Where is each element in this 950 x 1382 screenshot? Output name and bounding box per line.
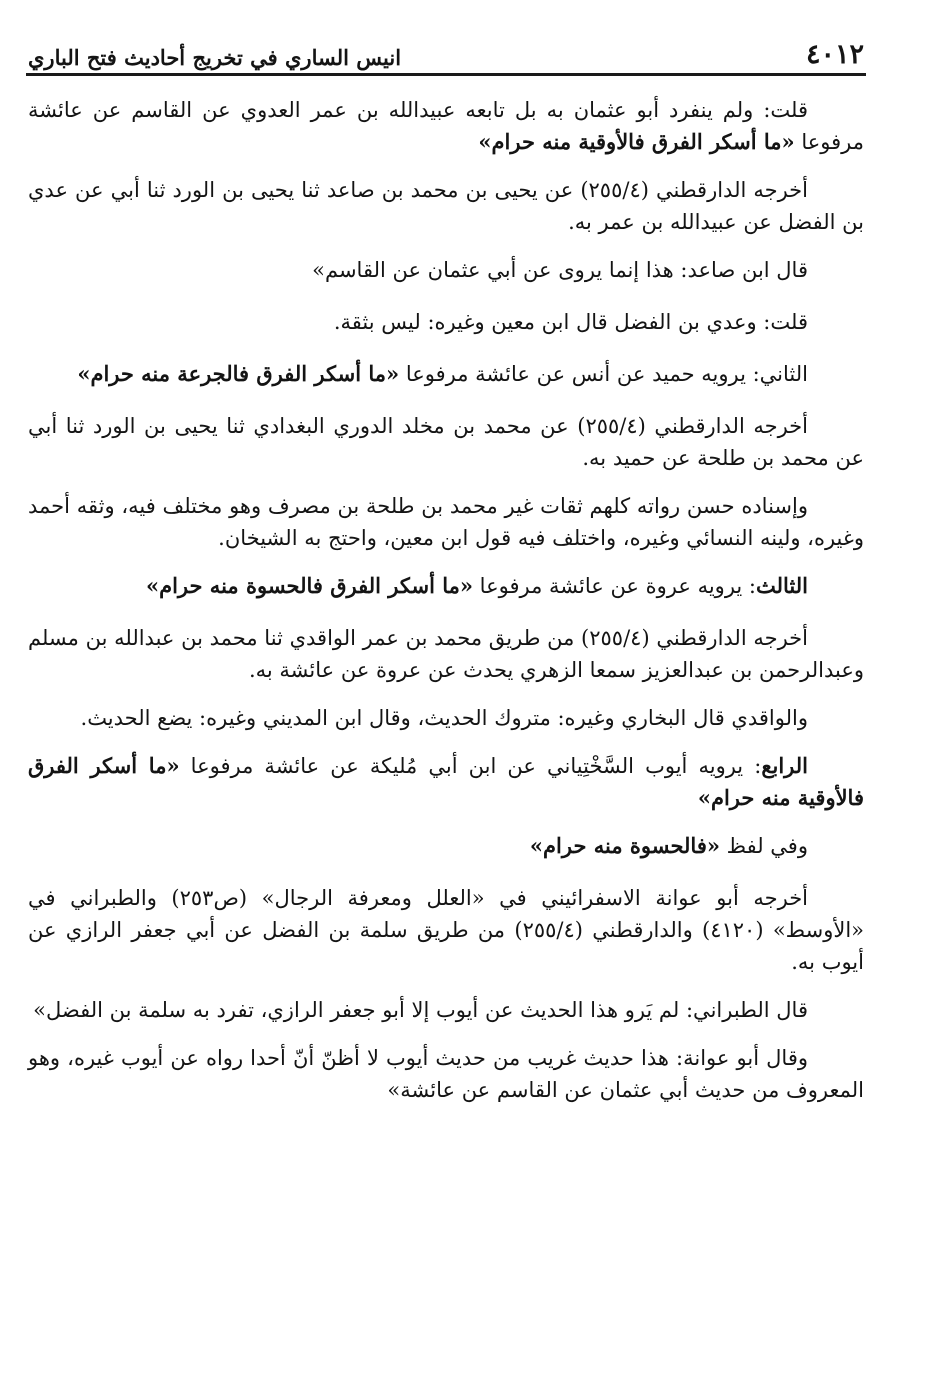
paragraph: وإسناده حسن رواته كلهم ثقات غير محمد بن طلحة بن مصرف وهو مختلف فيه، وثقه أحمد وغيره، ولينه النسائي وغيره، واختلف فيه قول ابن معين، واحتج به الشيخان. [28, 494, 864, 550]
paragraph: قلت: وعدي بن الفضل قال ابن معين وغيره: ليس بثقة. [333, 310, 808, 334]
paragraph: أخرجه أبو عوانة الاسفرائيني في «العلل ومعرفة الرجال» (ص٢٥٣) والطبراني في «الأوسط» (٤١٢٠) والدارقطني (٢٥٥/٤) من طريق سلمة بن الفضل عن أبي جعفر الرازي عن أيوب به. [28, 886, 865, 974]
paragraph: أخرجه الدارقطني (٢٥٥/٤) عن محمد بن مخلد الدوري البغدادي ثنا يحيى بن الورد ثنا أبي عن محمد بن طلحة عن حميد به. [28, 414, 864, 470]
paragraph: والواقدي قال البخاري وغيره: متروك الحديث، وقال ابن المديني وغيره: يضع الحديث. [80, 706, 808, 730]
paragraph: أخرجه الدارقطني (٢٥٥/٤) عن يحيى بن محمد بن صاعد ثنا يحيى بن الورد ثنا أبي عن عدي بن الفضل عن عبيدالله بن عمر به. [28, 178, 864, 234]
paragraph: قال الطبراني: لم يَرو هذا الحديث عن أيوب إلا أبو جعفر الرازي، تفرد به سلمة بن الفضل» [33, 998, 808, 1022]
paragraph: الثالث: يرويه عروة عن عائشة مرفوعا «ما أسكر الفرق فالحسوة منه حرام» [145, 573, 808, 598]
header-rule [26, 73, 866, 76]
paragraph: قال ابن صاعد: هذا إنما يروى عن أبي عثمان عن القاسم» [312, 258, 808, 282]
page-body [28, 94, 864, 1122]
paragraph: أخرجه الدارقطني (٢٥٥/٤) من طريق محمد بن عمر الواقدي ثنا محمد بن عبدالله بن مسلم وعبدالرحمن بن عبدالعزيز سمعا الزهري يحدث عن عروة عن عائشة به. [28, 626, 864, 682]
running-title: انيس الساري في تخريج أحاديث فتح الباري [28, 45, 402, 70]
paragraph: وقال أبو عوانة: هذا حديث غريب من حديث أيوب لا أظنّ أنّ أحدا رواه عن أيوب غيره، وهو المعروف من حديث أبي عثمان عن القاسم عن عائشة» [28, 1046, 864, 1102]
page-number: ٤٠١٢ [805, 39, 864, 70]
page-header [28, 34, 864, 68]
paragraph: قلت: ولم ينفرد أبو عثمان به بل تابعه عبيدالله بن عمر العدوي عن القاسم عن عائشة مرفوعا «ما أسكر الفرق فالأوقية منه حرام» [28, 98, 864, 154]
paragraph: الثاني: يرويه حميد عن أنس عن عائشة مرفوعا «ما أسكر الفرق فالجرعة منه حرام» [77, 361, 808, 386]
paragraph: الرابع: يرويه أيوب السَّخْتِياني عن ابن أبي مُليكة عن عائشة مرفوعا «ما أسكر الفرق فالأوقية منه حرام» [28, 753, 864, 810]
paragraph: وفي لفظ «فالحسوة منه حرام» [529, 833, 808, 858]
